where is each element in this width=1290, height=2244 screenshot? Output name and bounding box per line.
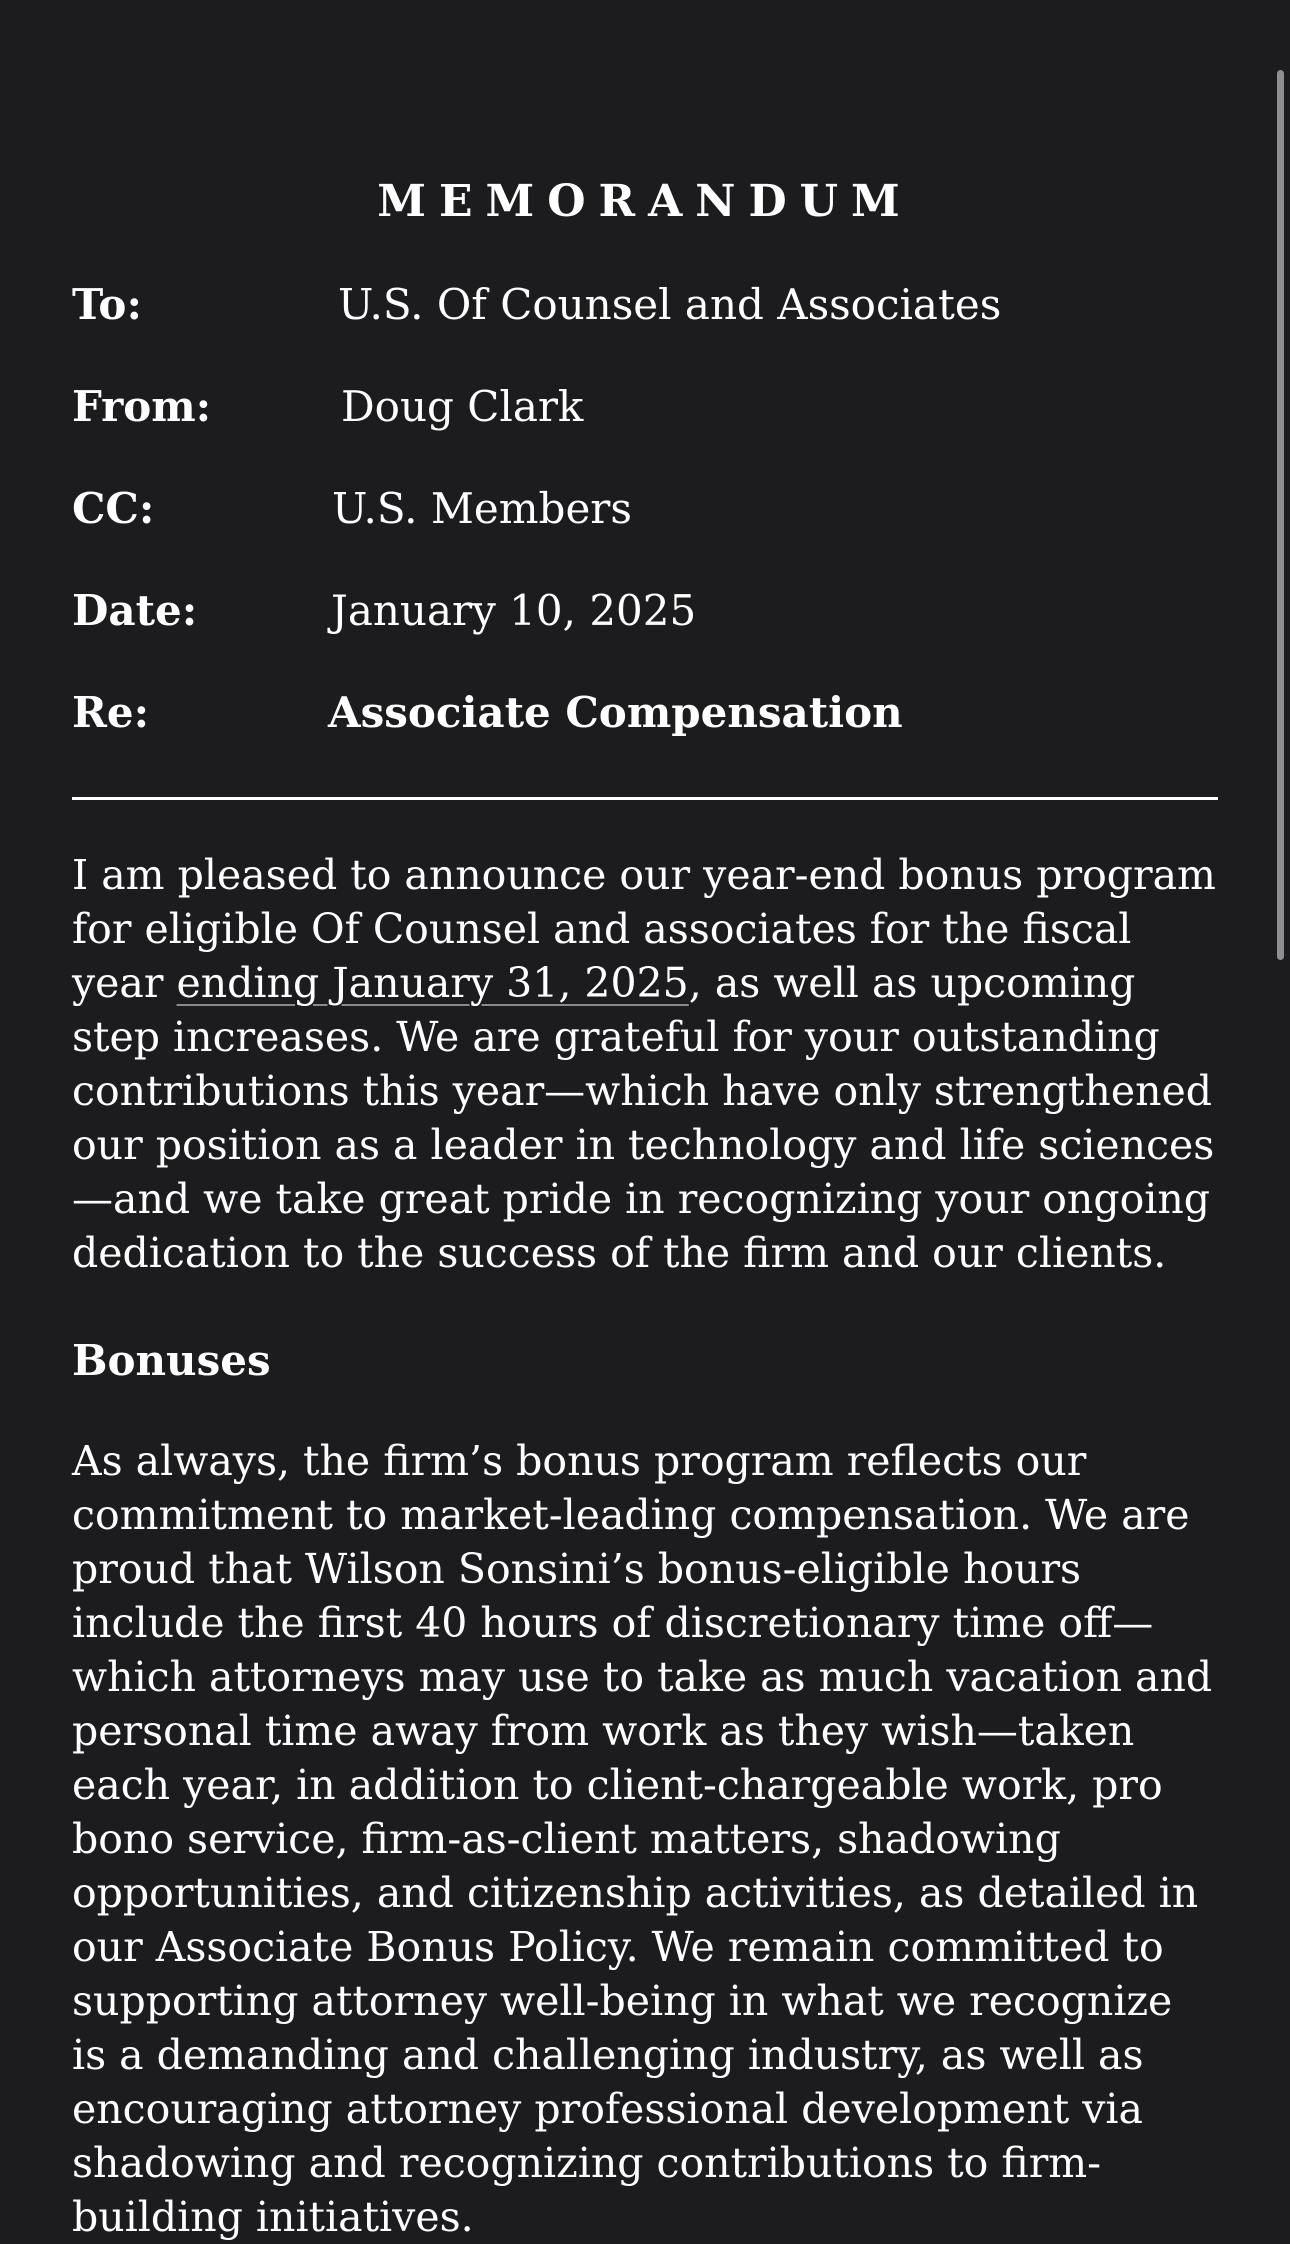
- intro-text-1: I am pleased to announce our year-end bonus program for eligible Of Counsel and associates for the fiscal year: [72, 851, 1216, 1007]
- to-label: To:: [72, 280, 142, 329]
- from-value: Doug Clark: [341, 382, 584, 431]
- header-row-to: [72, 275, 1218, 335]
- header-row-re: [72, 683, 1218, 743]
- from-label: From:: [72, 382, 212, 431]
- cc-label: CC:: [72, 484, 155, 533]
- header-row-from: [72, 377, 1218, 437]
- bonuses-heading: Bonuses: [72, 1336, 271, 1385]
- vertical-scrollbar[interactable]: [1270, 0, 1290, 2218]
- intro-text-2: , as well as upcoming step increases. We are grateful for your outstanding contributions this year—which have only strengthened our position as a leader in technology and life sciences—and we take great pride in recognizing your ongoing dedication to the success of the firm and our clients.: [72, 959, 1215, 1277]
- bonuses-paragraph: As always, the firm’s bonus program reflects our commitment to market-leading compensation. We are proud that Wilson Sonsini’s bonus-eligible hours include the first 40 hours of discretionary time off—which attorneys may use to take as much vacation and personal time away from work as they wish—taken each year, in addition to client-chargeable work, pro bono service, firm-as-client matters, shadowing opportunities, and citizenship activities, as detailed in our Associate Bonus Policy. We remain committed to supporting attorney well-being in what we recognize is a demanding and challenging industry, as well as encouraging attorney professional development via shadowing and recognizing contributions to firm-building initiatives.: [72, 1437, 1213, 2241]
- to-value: U.S. Of Counsel and Associates: [338, 280, 1002, 329]
- header-row-cc: [72, 479, 1218, 539]
- re-value: Associate Compensation: [328, 688, 903, 737]
- date-label: Date:: [72, 586, 198, 635]
- cc-value: U.S. Members: [332, 484, 632, 533]
- re-label: Re:: [72, 688, 150, 737]
- intro-paragraph: [72, 848, 1218, 1280]
- header-divider: [72, 797, 1218, 800]
- header-row-date: [72, 581, 1218, 641]
- scrollbar-thumb[interactable]: [1277, 70, 1284, 960]
- fiscal-year-end-link[interactable]: ending January 31, 2025: [176, 959, 689, 1007]
- memo-title: MEMORANDUM: [377, 176, 913, 227]
- date-value: January 10, 2025: [331, 586, 697, 635]
